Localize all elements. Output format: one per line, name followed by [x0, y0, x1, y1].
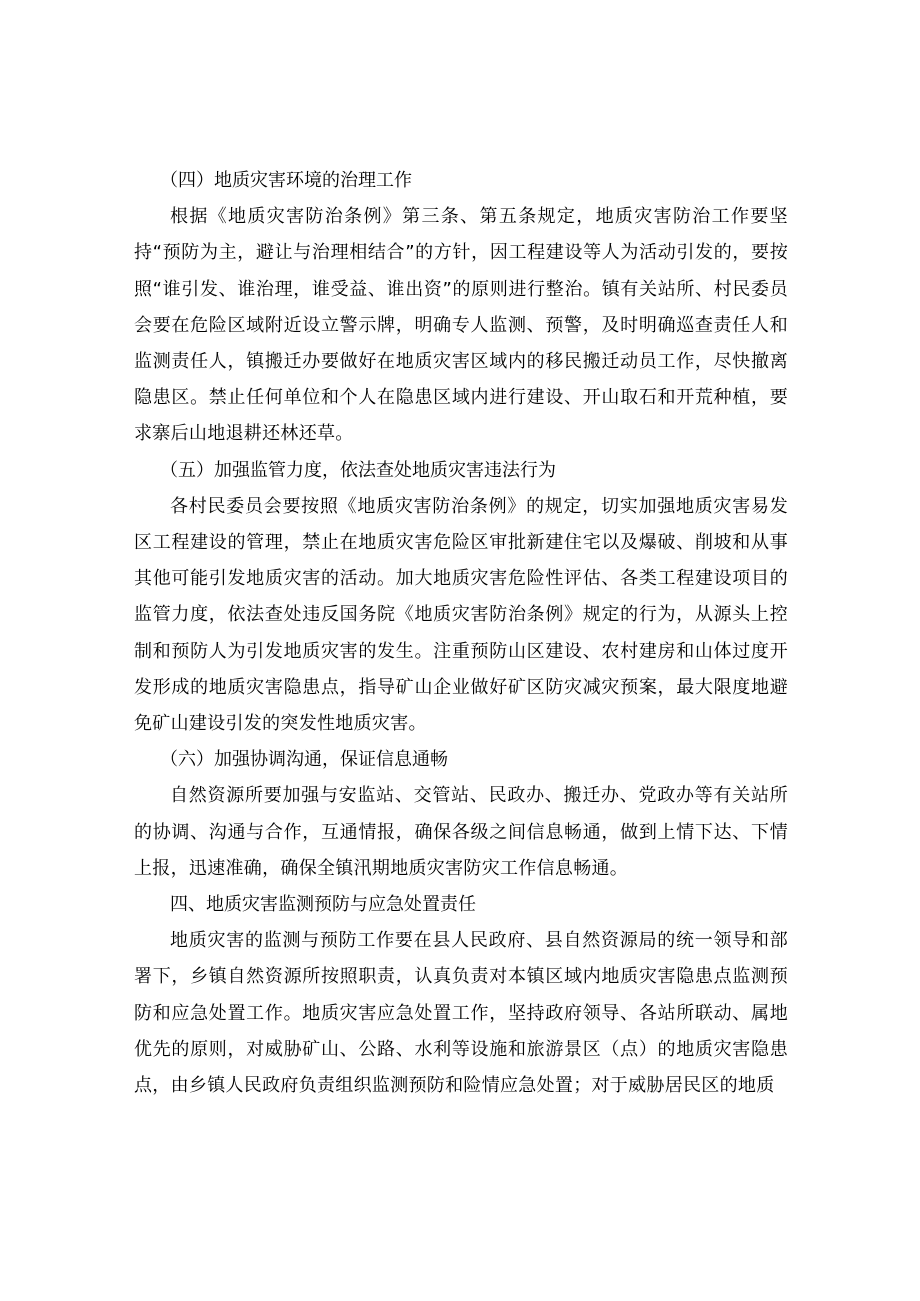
paragraph-2: 各村民委员会要按照《地质灾害防治条例》的规定，切实加强地质灾害易发区工程建设的管理，禁止在地质灾害危险区审批新建住宅以及爆破、削坡和从事其他可能引发地质灾害的活动。加大地质灾害危险性评估、各类工程建设项目的监管力度，依法查处违反国务院《地质灾害防治条例》规定的行为，从源头上控制和预防人为引发地质灾害的发生。注重预防山区建设、农村建房和山体过度开发形成的地质灾害隐患点，指导矿山企业做好矿区防灾减灾预案，最大限度地避免矿山建设引发的突发性地质灾害。: [134, 495, 788, 735]
subsection-heading-5: （五）加强监管力度，依法查处地质灾害违法行为: [160, 459, 556, 481]
document-page: [134, 163, 788, 1104]
paragraph-4: 地质灾害的监测与预防工作要在县人民政府、县自然资源局的统一领导和部署下，乡镇自然资源所按照职责，认真负责对本镇区域内地质灾害隐患点监测预防和应急处置工作。地质灾害应急处置工作，坚持政府领导、各站所联动、属地优先的原则，对威胁矿山、公路、水利等设施和旅游景区（点）的地质灾害隐患点，由乡镇人民政府负责组织监测预防和险情应急处置；对于威胁居民区的地质: [134, 930, 788, 1097]
paragraph-3: 自然资源所要加强与安监站、交管站、民政办、搬迁办、党政办等有关站所的协调、沟通与合作，互通情报，确保各级之间信息畅通，做到上情下达、下情上报，迅速准确，确保全镇汛期地质灾害防灾工作信息畅通。: [134, 785, 788, 879]
subsection-heading-6: （六）加强协调沟通，保证信息通畅: [160, 749, 448, 771]
subsection-heading-4: （四）地质灾害环境的治理工作: [160, 170, 412, 191]
paragraph-1: 根据《地质灾害防治条例》第三条、第五条规定，地质灾害防治工作要坚持“预防为主，避让与治理相结合”的方针，因工程建设等人为活动引发的，要按照“谁引发、谁治理，谁受益、谁出资”的原则进行整治。镇有关站所、村民委员会要在危险区域附近设立警示牌，明确专人监测、预警，及时明确巡查责任人和监测责任人，镇搬迁办要做好在地质灾害区域内的移民搬迁动员工作，尽快撤离隐患区。禁止任何单位和个人在隐患区域内进行建设、开山取石和开荒种植，要求寨后山地退耕还林还草。: [134, 206, 788, 445]
section-heading-4: 四、地质灾害监测预防与应急处置责任: [170, 894, 476, 916]
